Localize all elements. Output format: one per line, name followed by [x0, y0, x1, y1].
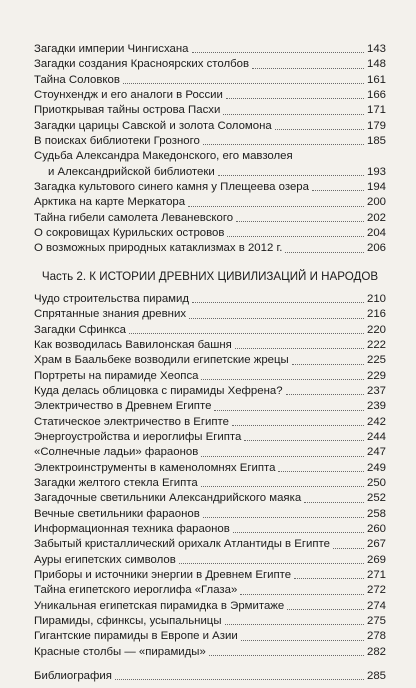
- toc-entry: [34, 415, 386, 430]
- toc-list-part2: [34, 292, 386, 660]
- toc-entry: [34, 614, 386, 629]
- toc-entry-title: Забытый кристаллический орихалк Атлантиды в Египте: [34, 538, 330, 551]
- toc-entry: [34, 292, 386, 307]
- toc-entry-page: 193: [366, 165, 386, 178]
- dot-leader: [201, 456, 364, 457]
- dot-leader: [235, 348, 364, 349]
- toc-entry-title: Загадка культового синего камня у Плещеева озера: [34, 181, 309, 194]
- toc-entry-title: Загадки империи Чингисхана: [34, 43, 189, 55]
- toc-entry-page: 220: [366, 323, 386, 336]
- toc-entry: [34, 338, 386, 353]
- dot-leader: [192, 52, 364, 53]
- toc-entry-page: 271: [366, 569, 386, 581]
- toc-entry-page: 204: [366, 227, 386, 240]
- part-heading: Часть 2. К ИСТОРИИ ДРЕВНИХ ЦИВИЛИЗАЦИЙ И НАРОДОВ: [41, 269, 379, 283]
- dot-leader: [226, 98, 364, 99]
- toc-entry-title: Ауры египетских символов: [34, 553, 176, 566]
- dot-leader: [209, 655, 364, 656]
- toc-entry-page: 278: [366, 630, 386, 643]
- toc-entry-title: Гигантские пирамиды в Европе и Азии: [34, 630, 238, 643]
- toc-entry: [34, 226, 386, 241]
- dot-leader: [240, 594, 364, 595]
- toc-entry-page: 247: [366, 446, 386, 459]
- toc-entry-page: 260: [366, 522, 386, 535]
- toc-entry-title: Загадки создания Красноярских столбов: [34, 58, 250, 71]
- toc-entry: [34, 476, 386, 491]
- toc-entry-title: О сокровищах Курильских островов: [34, 227, 225, 240]
- toc-entry: [34, 369, 386, 384]
- toc-entry: [34, 645, 386, 660]
- dot-leader: [225, 624, 364, 625]
- toc-entry-page: 166: [366, 89, 386, 102]
- toc-entry: [34, 42, 386, 57]
- dot-leader: [201, 486, 364, 487]
- toc-entry-page: 206: [366, 242, 386, 255]
- dot-leader: [236, 221, 364, 222]
- toc-entry-page: 143: [366, 43, 386, 55]
- toc-entry-bibliography: [34, 669, 386, 684]
- toc-entry-title: Пирамиды, сфинксы, усыпальницы: [34, 615, 222, 628]
- toc-entry-page: 202: [366, 211, 386, 224]
- toc-entry-page: 161: [366, 73, 386, 86]
- toc-entry-page: 274: [366, 599, 386, 612]
- toc-entry-title: Куда делась облицовка с пирамиды Хефрена?: [34, 384, 283, 397]
- toc-entry-title: Загадки Сфинкса: [34, 323, 127, 336]
- toc-entry-title: В поисках библиотеки Грозного: [34, 135, 200, 148]
- toc-entry-title: Спрятанные знания древних: [34, 308, 187, 321]
- dot-leader: [312, 190, 364, 191]
- dot-leader: [203, 517, 364, 518]
- toc-entry-title: Уникальная египетская пирамидка в Эрмитаже: [34, 599, 285, 612]
- toc-list-part1: [34, 42, 386, 149]
- toc-entry-title: Вечные светильники фараонов: [34, 507, 200, 520]
- toc-entry: [34, 211, 386, 226]
- toc-entry: [34, 629, 386, 644]
- toc-entry-page: 239: [366, 400, 386, 413]
- toc-entry-page: 185: [366, 135, 386, 148]
- dot-leader: [285, 252, 364, 253]
- toc-entry-title: Тайна гибели самолета Леваневского: [34, 211, 234, 224]
- toc-entry-title: Тайна Соловков: [34, 73, 120, 86]
- toc-entry-page: 216: [366, 308, 386, 321]
- toc-entry-page: 269: [366, 553, 386, 566]
- toc-entry-page: 200: [366, 196, 386, 209]
- dot-leader: [115, 679, 364, 680]
- dot-leader: [244, 440, 364, 441]
- toc-entry-page: 282: [366, 645, 386, 658]
- dot-leader: [192, 302, 364, 303]
- dot-leader: [304, 502, 364, 503]
- dot-leader: [214, 410, 364, 411]
- toc-entry: [34, 119, 386, 134]
- toc-entry-title: Электроинструменты в каменоломнях Египта: [34, 461, 276, 474]
- toc-entry-title: «Солнечные ладьи» фараонов: [34, 446, 199, 459]
- toc-entry-page: 242: [366, 415, 386, 428]
- toc-entry-title: Приборы и источники энергии в Древнем Египте: [34, 569, 292, 581]
- toc-entry-title: Электричество в Древнем Египте: [34, 400, 212, 413]
- toc-entry-page: 179: [366, 119, 386, 132]
- toc-entry-title: Арктика на карте Меркатора: [34, 196, 186, 209]
- dot-leader: [241, 640, 364, 641]
- toc-entry: [34, 73, 386, 88]
- toc-entry: [34, 88, 386, 103]
- dot-leader: [201, 379, 364, 380]
- dot-leader: [232, 425, 364, 426]
- toc-list-part1b: [34, 180, 386, 257]
- dot-leader: [333, 548, 364, 549]
- toc-entry-title: Как возводилась Вавилонская башня: [34, 338, 232, 351]
- toc-entry: [34, 57, 386, 72]
- toc-entry: [34, 241, 386, 256]
- toc-entry-page: 244: [366, 430, 386, 443]
- toc-entry-page: 272: [366, 584, 386, 597]
- dot-leader: [223, 114, 364, 115]
- toc-entry: [34, 353, 386, 368]
- toc-entry-page: 267: [366, 538, 386, 551]
- dot-leader: [294, 578, 364, 579]
- toc-entry-page: 250: [366, 476, 386, 489]
- toc-entry: [34, 537, 386, 552]
- toc-entry-title: О возможных природных катаклизмах в 2012 г.: [34, 242, 283, 255]
- dot-leader: [189, 318, 364, 319]
- toc-entry: [34, 568, 386, 583]
- toc-entry-title: Чудо строительства пирамид: [34, 292, 190, 305]
- toc-entry-page: 194: [366, 181, 386, 194]
- dot-leader: [252, 68, 364, 69]
- toc-entry-page: 225: [366, 354, 386, 367]
- toc-entry-title: Приоткрывая тайны острова Пасхи: [34, 104, 221, 117]
- toc-entry-page: 252: [366, 492, 386, 505]
- toc-entry-title: Статическое электричество в Египте: [34, 415, 229, 428]
- dot-leader: [292, 364, 364, 365]
- toc-entry-title: Тайна египетского иероглифа «Глаза»: [34, 584, 238, 597]
- toc-entry-title-line1: Судьба Александра Македонского, его мавзолея: [34, 150, 293, 163]
- dot-leader: [179, 563, 364, 564]
- toc-entry-title: Храм в Баальбеке возводили египетские жрецы: [34, 354, 289, 367]
- toc-entry: [34, 599, 386, 614]
- toc-entry: [34, 180, 386, 195]
- toc-entry: [34, 323, 386, 338]
- toc-entry-title-line2: и Александрийской библиотеки: [48, 165, 215, 178]
- dot-leader: [275, 129, 364, 130]
- toc-entry: [34, 445, 386, 460]
- toc-entry-title: Портреты на пирамиде Хеопса: [34, 369, 199, 382]
- dot-leader: [278, 471, 364, 472]
- dot-leader: [287, 609, 364, 610]
- dot-leader: [203, 144, 364, 145]
- toc-entry: [34, 134, 386, 149]
- toc-entry: [34, 103, 386, 118]
- toc-entry-page: 210: [366, 292, 386, 305]
- toc-entry-page: 237: [366, 384, 386, 397]
- toc-entry-title: Красные столбы — «пирамиды»: [34, 645, 206, 658]
- toc-entry-page: 258: [366, 507, 386, 520]
- toc-entry-page: 275: [366, 615, 386, 628]
- toc-entry: [34, 399, 386, 414]
- toc-entry: [34, 522, 386, 537]
- toc-entry: [34, 507, 386, 522]
- toc-entry: [34, 461, 386, 476]
- dot-leader: [233, 532, 364, 533]
- toc-entry-page: 171: [366, 104, 386, 117]
- dot-leader: [129, 333, 364, 334]
- toc-entry: [34, 491, 386, 506]
- toc-entry-title: Загадки желтого стекла Египта: [34, 476, 198, 489]
- toc-entry-title: Энергоустройства и иероглифы Египта: [34, 430, 242, 443]
- toc-entry: [34, 553, 386, 568]
- toc-entry-title: Стоунхендж и его аналоги в России: [34, 89, 223, 102]
- dot-leader: [286, 394, 364, 395]
- toc-entry-title: Загадочные светильники Александрийского маяка: [34, 492, 302, 505]
- toc-entry-page: 222: [366, 338, 386, 351]
- dot-leader: [123, 83, 364, 84]
- toc-entry: [34, 307, 386, 322]
- dot-leader: [188, 206, 364, 207]
- toc-entry-page: 229: [366, 369, 386, 382]
- dot-leader: [218, 175, 364, 176]
- toc-entry-page: 249: [366, 461, 386, 474]
- toc-entry-title: Загадки царицы Савской и золота Соломона: [34, 119, 272, 132]
- dot-leader: [227, 236, 364, 237]
- toc-entry: [34, 195, 386, 210]
- toc-entry-page: 148: [366, 58, 386, 71]
- toc-entry-alexander: [34, 149, 386, 180]
- toc-entry-title: Библиография: [34, 670, 112, 683]
- toc-entry-page: 285: [366, 670, 386, 683]
- toc-entry: [34, 583, 386, 598]
- toc-entry: [34, 430, 386, 445]
- toc-entry-title: Информационная техника фараонов: [34, 522, 230, 535]
- toc-entry: [34, 384, 386, 399]
